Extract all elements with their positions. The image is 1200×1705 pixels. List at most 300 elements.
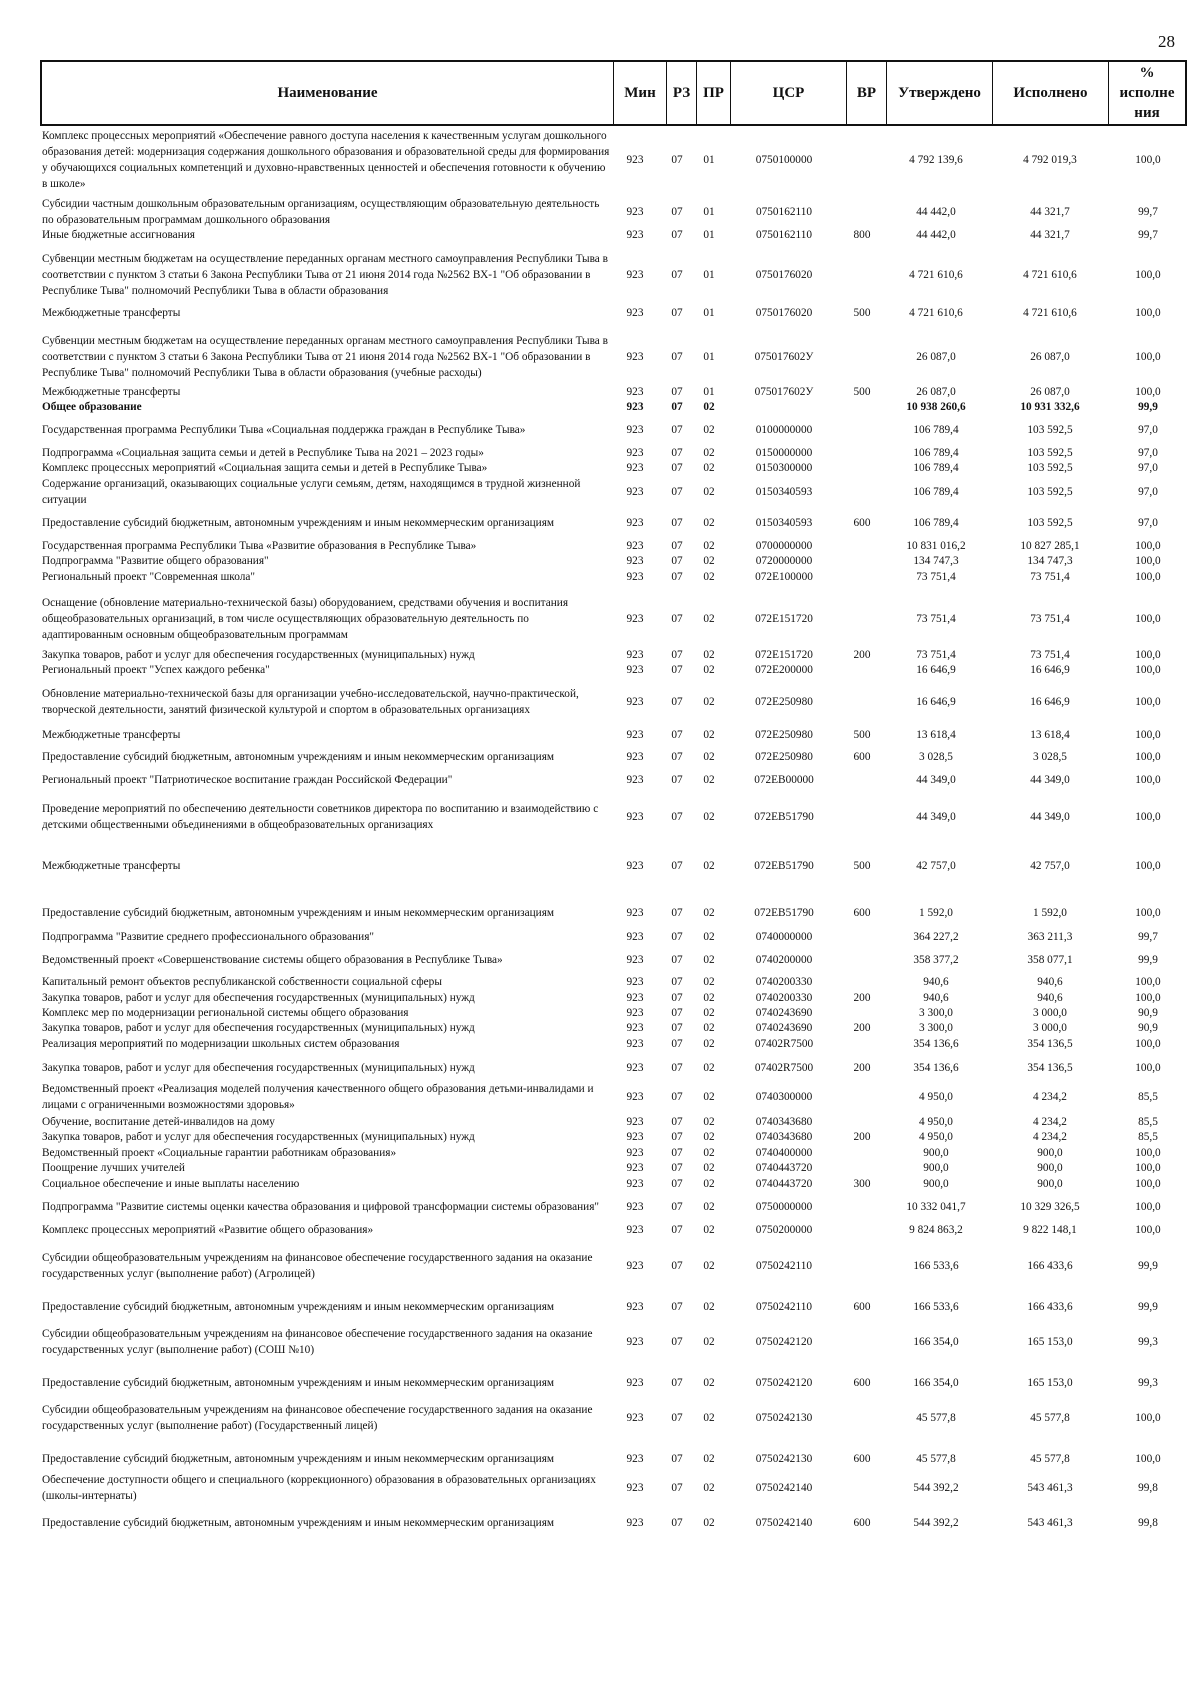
cell-vr: 300 (853, 1178, 871, 1190)
cell-percent: 97,0 (1138, 517, 1158, 529)
header-rz: РЗ (666, 62, 696, 124)
page-number: 28 (1158, 32, 1175, 51)
cell-rz: 07 (671, 1224, 683, 1236)
cell-approved: 4 792 139,6 (909, 154, 963, 166)
cell-percent: 100,0 (1135, 386, 1161, 398)
cell-min: 923 (626, 1162, 644, 1174)
cell-approved: 26 087,0 (916, 351, 956, 363)
cell-rz: 07 (671, 751, 683, 763)
cell-approved: 26 087,0 (916, 386, 956, 398)
table-header (40, 60, 1187, 126)
cell-name: Субсидии общеобразовательным учреждениям на финансовое обеспечение государственного задания на оказание государственных услуг (выполнение работ) (Агролицей) (42, 1252, 593, 1280)
cell-executed: 543 461,3 (1027, 1482, 1073, 1494)
table-row (40, 974, 1190, 990)
cell-min: 923 (626, 811, 644, 823)
cell-name: Закупка товаров, работ и услуг для обеспечения государственных (муниципальных) нужд (42, 1062, 475, 1074)
table-row (40, 445, 1190, 461)
cell-pr: 02 (703, 447, 715, 459)
cell-min: 923 (626, 1062, 644, 1074)
cell-min: 923 (626, 1201, 644, 1213)
cell-approved: 10 938 260,6 (906, 401, 966, 413)
cell-rz: 07 (671, 1007, 683, 1019)
cell-csr: 0750000000 (755, 1201, 813, 1213)
cell-vr: 500 (853, 307, 871, 319)
cell-min: 923 (626, 729, 644, 741)
cell-approved: 45 577,8 (916, 1453, 956, 1465)
cell-csr: 0750242140 (755, 1517, 813, 1529)
cell-name: Субсидии общеобразовательным учреждениям на финансовое обеспечение государственного задания на оказание государственных услуг (выполнение работ) (Государственный лицей) (42, 1404, 593, 1432)
cell-executed: 166 433,6 (1027, 1260, 1073, 1272)
cell-rz: 07 (671, 860, 683, 872)
cell-name: Закупка товаров, работ и услуг для обеспечения государственных (муниципальных) нужд (42, 649, 475, 661)
cell-executed: 363 211,3 (1027, 931, 1073, 943)
cell-min: 923 (626, 571, 644, 583)
cell-pr: 02 (703, 1260, 715, 1272)
cell-executed: 165 153,0 (1027, 1336, 1073, 1348)
cell-name: Региональный проект "Современная школа" (42, 571, 255, 583)
cell-approved: 16 646,9 (916, 664, 956, 676)
cell-rz: 07 (671, 540, 683, 552)
cell-min: 923 (626, 1301, 644, 1313)
cell-name: Предоставление субсидий бюджетным, автономным учреждениям и иным некоммерческим организациям (42, 907, 555, 919)
cell-rz: 07 (671, 555, 683, 567)
cell-approved: 4 721 610,6 (909, 307, 963, 319)
cell-name: Обновление материально-технической базы для организации учебно-исследовательской, научно-практической, творческой деятельности, занятий физической культурой и спортом в образовательных организациях (42, 688, 579, 716)
cell-min: 923 (626, 976, 644, 988)
cell-csr: 0750242130 (755, 1412, 813, 1424)
cell-executed: 166 433,6 (1027, 1301, 1073, 1313)
cell-percent: 100,0 (1135, 696, 1161, 708)
cell-csr: 0740443720 (755, 1162, 813, 1174)
cell-executed: 16 646,9 (1030, 696, 1070, 708)
cell-name: Ведомственный проект «Реализация моделей получения качественного общего образования детьми-инвалидами и лицами с ограниченными возможностями здоровья» (42, 1083, 594, 1111)
cell-name: Субсидии общеобразовательным учреждениям на финансовое обеспечение государственного задания на оказание государственных услуг (выполнение работ) (СОШ №10) (42, 1328, 593, 1356)
cell-min: 923 (626, 229, 644, 241)
cell-vr: 200 (853, 1062, 871, 1074)
table-row (40, 647, 1190, 663)
table-row (40, 1468, 1190, 1508)
cell-vr: 600 (853, 1517, 871, 1529)
cell-pr: 02 (703, 729, 715, 741)
cell-csr: 0150340593 (755, 517, 813, 529)
cell-executed: 4 234,2 (1033, 1131, 1067, 1143)
cell-pr: 01 (703, 154, 715, 166)
cell-percent: 100,0 (1135, 1062, 1161, 1074)
cell-pr: 02 (703, 571, 715, 583)
cell-csr: 0750162110 (755, 206, 813, 218)
cell-rz: 07 (671, 1178, 683, 1190)
cell-csr: 0750242140 (755, 1482, 813, 1494)
cell-approved: 106 789,4 (913, 486, 959, 498)
cell-name: Реализация мероприятий по модернизации школьных систем образования (42, 1038, 400, 1050)
cell-pr: 02 (703, 751, 715, 763)
cell-percent: 90,9 (1138, 1022, 1158, 1034)
cell-pr: 01 (703, 351, 715, 363)
cell-rz: 07 (671, 907, 683, 919)
cell-percent: 100,0 (1135, 269, 1161, 281)
table-row (40, 903, 1190, 923)
cell-csr: 075017602У (754, 386, 814, 398)
cell-rz: 07 (671, 1022, 683, 1034)
cell-percent: 100,0 (1135, 1224, 1161, 1236)
cell-rz: 07 (671, 517, 683, 529)
cell-executed: 940,6 (1037, 992, 1063, 1004)
cell-rz: 07 (671, 1301, 683, 1313)
cell-name: Субвенции местным бюджетам на осуществление переданных органам местного самоуправления Республики Тыва в соответствии с пунктом 3 статьи 6 Закона Республики Тыва от 21 июня 2014 года №2562 ВХ-1 "Об образовании в Республике Тыва" полномочий Республики Тыва в области образования (учебные расходы) (42, 335, 608, 379)
cell-csr: 0150000000 (755, 447, 813, 459)
cell-csr: 075017602У (754, 351, 814, 363)
cell-min: 923 (626, 1038, 644, 1050)
table-row (40, 1036, 1190, 1052)
header-executed: Исполнено (992, 62, 1108, 124)
cell-pr: 01 (703, 307, 715, 319)
table-row (40, 591, 1190, 647)
cell-min: 923 (626, 992, 644, 1004)
cell-min: 923 (626, 462, 644, 474)
cell-csr: 072EB51790 (754, 860, 814, 872)
table-row (40, 1176, 1190, 1192)
header-min: Мин (613, 62, 666, 124)
table-row (40, 990, 1190, 1006)
table-row (40, 514, 1190, 532)
cell-rz: 07 (671, 992, 683, 1004)
table-row (40, 950, 1190, 970)
cell-percent: 100,0 (1135, 1453, 1161, 1465)
cell-name: Государственная программа Республики Тыва «Развитие образования в Республике Тыва» (42, 540, 477, 552)
cell-approved: 1 592,0 (919, 907, 953, 919)
cell-min: 923 (626, 696, 644, 708)
cell-percent: 100,0 (1135, 860, 1161, 872)
cell-percent: 85,5 (1138, 1091, 1158, 1103)
cell-executed: 42 757,0 (1030, 860, 1070, 872)
cell-approved: 4 950,0 (919, 1131, 953, 1143)
table-row (40, 197, 1190, 227)
cell-executed: 354 136,5 (1027, 1038, 1073, 1050)
cell-percent: 99,7 (1138, 931, 1158, 943)
cell-name: Социальное обеспечение и иные выплаты населению (42, 1178, 300, 1190)
cell-name: Субсидии частным дошкольным образовательным организациям, осуществляющим образовательную деятельность по образовательным программам дошкольного образования (42, 198, 600, 226)
cell-name: Подпрограмма "Развитие системы оценки качества образования и цифровой трансформации системы образования" (42, 1201, 600, 1213)
cell-executed: 165 153,0 (1027, 1377, 1073, 1389)
cell-pr: 02 (703, 1301, 715, 1313)
cell-pr: 02 (703, 907, 715, 919)
cell-min: 923 (626, 613, 644, 625)
cell-min: 923 (626, 931, 644, 943)
cell-percent: 99,3 (1138, 1377, 1158, 1389)
cell-executed: 900,0 (1037, 1162, 1063, 1174)
cell-name: Межбюджетные трансферты (42, 860, 181, 872)
cell-executed: 44 321,7 (1030, 206, 1070, 218)
cell-pr: 02 (703, 1336, 715, 1348)
cell-rz: 07 (671, 1412, 683, 1424)
cell-name: Комплекс процессных мероприятий «Социальная защита семьи и детей в Республике Тыва» (42, 462, 488, 474)
cell-executed: 45 577,8 (1030, 1453, 1070, 1465)
cell-rz: 07 (671, 1116, 683, 1128)
cell-executed: 3 000,0 (1033, 1022, 1067, 1034)
cell-csr: 0740200330 (755, 976, 813, 988)
cell-min: 923 (626, 1091, 644, 1103)
cell-rz: 07 (671, 401, 683, 413)
cell-approved: 42 757,0 (916, 860, 956, 872)
cell-vr: 200 (853, 992, 871, 1004)
cell-executed: 26 087,0 (1030, 386, 1070, 398)
cell-min: 923 (626, 386, 644, 398)
cell-csr: 0740400000 (755, 1147, 813, 1159)
header-vr: ВР (846, 62, 886, 124)
cell-name: Государственная программа Республики Тыва «Социальная поддержка граждан в Республике Тыва» (42, 424, 526, 436)
cell-min: 923 (626, 1147, 644, 1159)
cell-executed: 1 592,0 (1033, 907, 1067, 919)
cell-pr: 02 (703, 1091, 715, 1103)
table-row (40, 1246, 1190, 1286)
cell-csr: 072E250980 (755, 751, 813, 763)
cell-executed: 45 577,8 (1030, 1412, 1070, 1424)
cell-percent: 90,9 (1138, 1007, 1158, 1019)
cell-approved: 3 028,5 (919, 751, 953, 763)
cell-rz: 07 (671, 1377, 683, 1389)
cell-executed: 103 592,5 (1027, 517, 1073, 529)
table-row (40, 384, 1190, 400)
cell-csr: 07402R7500 (754, 1038, 814, 1050)
cell-csr: 0750242110 (755, 1260, 813, 1272)
cell-vr: 200 (853, 1022, 871, 1034)
cell-approved: 940,6 (923, 976, 949, 988)
cell-pr: 01 (703, 206, 715, 218)
cell-pr: 02 (703, 1131, 715, 1143)
cell-percent: 85,5 (1138, 1131, 1158, 1143)
table-row (40, 1081, 1190, 1113)
table-row (40, 128, 1190, 192)
cell-min: 923 (626, 751, 644, 763)
cell-min: 923 (626, 1482, 644, 1494)
cell-percent: 99,9 (1138, 401, 1158, 413)
cell-approved: 10 332 041,7 (906, 1201, 966, 1213)
cell-percent: 100,0 (1135, 571, 1161, 583)
cell-rz: 07 (671, 1131, 683, 1143)
cell-name: Проведение мероприятий по обеспечению деятельности советников директора по воспитанию и взаимодействию с детскими общественными объединениями в общеобразовательных организациях (42, 803, 599, 831)
cell-name: Оснащение (обновление материально-технической базы) оборудованием, средствами обучения и воспитания общеобразовательных организаций, в том числе осуществляющих образовательную деятельность по адаптированным основным общеобразовательным программам (42, 597, 569, 641)
table-row (40, 678, 1190, 726)
table-row (40, 1058, 1190, 1078)
cell-min: 923 (626, 1224, 644, 1236)
cell-name: Обеспечение доступности общего и специального (коррекционного) образования в образовательных организациях (школы-интернаты) (42, 1474, 596, 1502)
header-name: Наименование (277, 85, 378, 101)
cell-rz: 07 (671, 1517, 683, 1529)
cell-executed: 16 646,9 (1030, 664, 1070, 676)
cell-csr: 0750242120 (755, 1336, 813, 1348)
cell-pr: 02 (703, 954, 715, 966)
cell-rz: 07 (671, 954, 683, 966)
cell-csr: 0740343680 (755, 1131, 813, 1143)
cell-min: 923 (626, 664, 644, 676)
cell-csr: 072E100000 (755, 571, 813, 583)
cell-name: Иные бюджетные ассигнования (42, 229, 195, 241)
table-row (40, 399, 1190, 415)
cell-percent: 100,0 (1135, 976, 1161, 988)
cell-percent: 99,9 (1138, 1260, 1158, 1272)
cell-pr: 02 (703, 1022, 715, 1034)
cell-min: 923 (626, 1260, 644, 1272)
cell-approved: 44 349,0 (916, 774, 956, 786)
cell-csr: 0750200000 (755, 1224, 813, 1236)
cell-executed: 4 721 610,6 (1023, 269, 1077, 281)
table-row (40, 227, 1190, 243)
cell-name: Закупка товаров, работ и услуг для обеспечения государственных (муниципальных) нужд (42, 992, 475, 1004)
cell-vr: 600 (853, 517, 871, 529)
cell-csr: 072E250980 (755, 696, 813, 708)
cell-approved: 134 747,3 (913, 555, 959, 567)
table-row (40, 1145, 1190, 1161)
cell-rz: 07 (671, 1453, 683, 1465)
cell-min: 923 (626, 1007, 644, 1019)
table-row (40, 250, 1190, 300)
cell-csr: 0750242120 (755, 1377, 813, 1389)
cell-min: 923 (626, 154, 644, 166)
cell-rz: 07 (671, 664, 683, 676)
cell-csr: 0700000000 (755, 540, 813, 552)
cell-pr: 01 (703, 386, 715, 398)
cell-min: 923 (626, 401, 644, 413)
cell-csr: 07402R7500 (754, 1062, 814, 1074)
cell-pr: 02 (703, 1377, 715, 1389)
table-row (40, 569, 1190, 585)
cell-rz: 07 (671, 154, 683, 166)
header-approved: Утверждено (886, 62, 992, 124)
cell-csr: 072E250980 (755, 729, 813, 741)
cell-executed: 940,6 (1037, 976, 1063, 988)
cell-pr: 02 (703, 1178, 715, 1190)
cell-percent: 100,0 (1135, 751, 1161, 763)
cell-vr: 200 (853, 649, 871, 661)
table-row (40, 1005, 1190, 1021)
cell-percent: 100,0 (1135, 351, 1161, 363)
cell-executed: 900,0 (1037, 1147, 1063, 1159)
cell-pr: 02 (703, 613, 715, 625)
cell-rz: 07 (671, 229, 683, 241)
cell-min: 923 (626, 269, 644, 281)
table-row (40, 1191, 1190, 1223)
cell-percent: 100,0 (1135, 649, 1161, 661)
cell-min: 923 (626, 206, 644, 218)
cell-rz: 07 (671, 1062, 683, 1074)
cell-executed: 44 349,0 (1030, 811, 1070, 823)
table-row (40, 321, 1190, 393)
cell-approved: 4 721 610,6 (909, 269, 963, 281)
cell-name: Подпрограмма «Социальная защита семьи и детей в Республике Тыва на 2021 – 2023 годы» (42, 447, 484, 459)
table-row (40, 1294, 1190, 1320)
table-row (40, 1160, 1190, 1176)
cell-approved: 354 136,6 (913, 1038, 959, 1050)
cell-pr: 02 (703, 517, 715, 529)
cell-percent: 100,0 (1135, 1201, 1161, 1213)
cell-percent: 100,0 (1135, 1147, 1161, 1159)
table-row (40, 420, 1190, 440)
cell-pr: 02 (703, 401, 715, 413)
cell-rz: 07 (671, 1260, 683, 1272)
cell-pr: 02 (703, 462, 715, 474)
cell-csr: 0740443720 (755, 1178, 813, 1190)
cell-pr: 02 (703, 1517, 715, 1529)
cell-min: 923 (626, 540, 644, 552)
cell-approved: 106 789,4 (913, 462, 959, 474)
cell-csr: 0740300000 (755, 1091, 813, 1103)
table-row (40, 1398, 1190, 1438)
cell-approved: 3 300,0 (919, 1007, 953, 1019)
cell-percent: 100,0 (1135, 555, 1161, 567)
cell-csr: 0750242130 (755, 1453, 813, 1465)
cell-percent: 99,9 (1138, 1301, 1158, 1313)
cell-csr: 072E151720 (755, 613, 813, 625)
cell-csr: 0750176020 (755, 307, 813, 319)
cell-percent: 100,0 (1135, 1178, 1161, 1190)
cell-percent: 100,0 (1135, 1412, 1161, 1424)
table-row (40, 476, 1190, 508)
cell-min: 923 (626, 1453, 644, 1465)
cell-pr: 01 (703, 269, 715, 281)
cell-approved: 358 377,2 (913, 954, 959, 966)
cell-rz: 07 (671, 307, 683, 319)
cell-executed: 3 000,0 (1033, 1007, 1067, 1019)
table-row (40, 1129, 1190, 1145)
cell-approved: 4 950,0 (919, 1116, 953, 1128)
cell-name: Предоставление субсидий бюджетным, автономным учреждениям и иным некоммерческим организациям (42, 517, 555, 529)
cell-name: Предоставление субсидий бюджетным, автономным учреждениям и иным некоммерческим организациям (42, 1517, 555, 1529)
table-row (40, 1322, 1190, 1362)
cell-approved: 44 442,0 (916, 206, 956, 218)
cell-approved: 166 533,6 (913, 1301, 959, 1313)
cell-rz: 07 (671, 351, 683, 363)
cell-rz: 07 (671, 649, 683, 661)
cell-approved: 44 349,0 (916, 811, 956, 823)
cell-percent: 99,3 (1138, 1336, 1158, 1348)
cell-min: 923 (626, 860, 644, 872)
cell-pr: 02 (703, 1453, 715, 1465)
cell-rz: 07 (671, 729, 683, 741)
cell-vr: 500 (853, 729, 871, 741)
cell-approved: 4 950,0 (919, 1091, 953, 1103)
cell-csr: 0740243690 (755, 1022, 813, 1034)
cell-approved: 900,0 (923, 1162, 949, 1174)
cell-pr: 02 (703, 992, 715, 1004)
cell-min: 923 (626, 774, 644, 786)
table-row (40, 1020, 1190, 1036)
cell-executed: 26 087,0 (1030, 351, 1070, 363)
cell-csr: 0740343680 (755, 1116, 813, 1128)
cell-name: Ведомственный проект «Совершенствование системы общего образования в Республике Тыва» (42, 954, 503, 966)
cell-pr: 02 (703, 860, 715, 872)
cell-executed: 134 747,3 (1027, 555, 1073, 567)
header-csr: ЦСР (730, 62, 846, 124)
cell-min: 923 (626, 1116, 644, 1128)
cell-approved: 73 751,4 (916, 571, 956, 583)
cell-percent: 100,0 (1135, 774, 1161, 786)
cell-executed: 73 751,4 (1030, 649, 1070, 661)
cell-min: 923 (626, 649, 644, 661)
cell-approved: 354 136,6 (913, 1062, 959, 1074)
cell-name: Ведомственный проект «Социальные гарантии работникам образования» (42, 1147, 397, 1159)
cell-min: 923 (626, 307, 644, 319)
cell-approved: 3 300,0 (919, 1022, 953, 1034)
header-percent-text: % исполне ния (1119, 65, 1175, 121)
cell-executed: 73 751,4 (1030, 613, 1070, 625)
table-row (40, 770, 1190, 790)
cell-approved: 166 354,0 (913, 1336, 959, 1348)
cell-approved: 364 227,2 (913, 931, 959, 943)
cell-executed: 9 822 148,1 (1023, 1224, 1077, 1236)
cell-pr: 02 (703, 1224, 715, 1236)
cell-approved: 106 789,4 (913, 447, 959, 459)
cell-vr: 600 (853, 907, 871, 919)
